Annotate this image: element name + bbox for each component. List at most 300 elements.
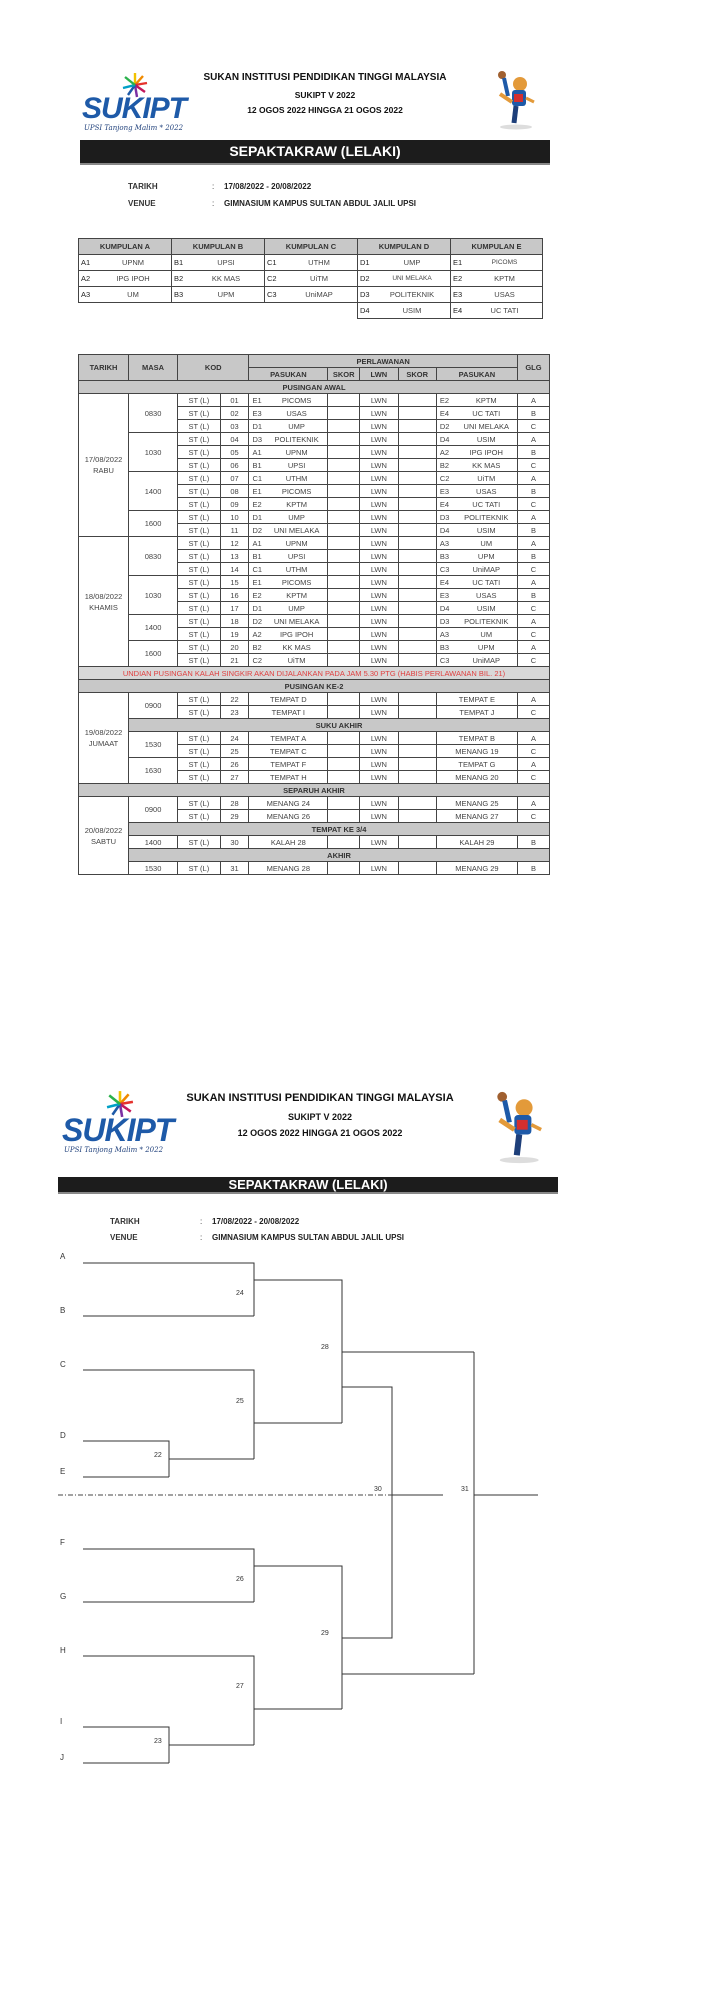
section-row — [79, 719, 550, 732]
match-time: 1630 — [129, 758, 178, 784]
match-st: ST (L) — [178, 641, 221, 654]
away-score — [398, 524, 436, 537]
match-court: B — [517, 862, 549, 875]
venue-label: VENUE — [110, 1233, 138, 1242]
match-court: A — [517, 537, 549, 550]
match-22: 22 — [154, 1452, 162, 1459]
match-court: C — [517, 420, 549, 433]
group-name: KUMPULAN E — [451, 239, 543, 255]
home-score — [328, 693, 360, 706]
home-team: PICOMS — [266, 485, 328, 498]
home-team: KK MAS — [266, 641, 328, 654]
match-row — [79, 433, 550, 446]
away-team: KPTM — [456, 394, 518, 407]
away-score — [398, 537, 436, 550]
vs-label: LWN — [360, 459, 398, 472]
col-kod: KOD — [178, 355, 249, 381]
day-text: SABTU — [91, 836, 117, 846]
slot-f: F — [60, 1538, 65, 1547]
home-code: E2 — [249, 589, 266, 602]
match-no: 30 — [220, 836, 249, 849]
home-team: MENANG 26 — [249, 810, 328, 823]
section-title: TEMPAT KE 3/4 — [129, 823, 550, 836]
home-code: D1 — [249, 602, 266, 615]
match-st: ST (L) — [178, 563, 221, 576]
match-time: 1400 — [129, 836, 178, 849]
match-no: 10 — [220, 511, 249, 524]
vs-label: LWN — [360, 407, 398, 420]
match-time: 0900 — [129, 693, 178, 719]
away-team: UC TATI — [456, 576, 518, 589]
bracket-line-28-loser — [342, 1387, 392, 1495]
away-code: E2 — [436, 394, 455, 407]
team-code: C2 — [265, 271, 282, 287]
away-code: D3 — [436, 615, 455, 628]
match-row — [79, 615, 550, 628]
home-code: E1 — [249, 576, 266, 589]
match-no: 11 — [220, 524, 249, 537]
away-score — [398, 576, 436, 589]
home-code: A2 — [249, 628, 266, 641]
home-score — [328, 563, 360, 576]
match-court: C — [517, 654, 549, 667]
away-score — [398, 602, 436, 615]
away-team: USIM — [456, 602, 518, 615]
team-code: E1 — [451, 255, 468, 271]
match-st: ST (L) — [178, 407, 221, 420]
home-score — [328, 524, 360, 537]
team-code: E4 — [451, 303, 468, 319]
match-no: 26 — [220, 758, 249, 771]
team-code: C1 — [265, 255, 282, 271]
away-score — [398, 758, 436, 771]
slot-e: E — [60, 1467, 66, 1476]
section-row — [79, 680, 550, 693]
match-row — [79, 797, 550, 810]
home-team: PICOMS — [266, 576, 328, 589]
vs-label: LWN — [360, 654, 398, 667]
group-team-row — [451, 271, 543, 287]
home-code: D3 — [249, 433, 266, 446]
home-team: UPSI — [266, 459, 328, 472]
group-team-row — [358, 287, 451, 303]
match-28: 28 — [321, 1344, 329, 1351]
away-score — [398, 706, 436, 719]
match-court: C — [517, 498, 549, 511]
match-st: ST (L) — [178, 498, 221, 511]
match-court: B — [517, 836, 549, 849]
home-score — [328, 407, 360, 420]
match-no: 01 — [220, 394, 249, 407]
home-score — [328, 797, 360, 810]
away-team: UiTM — [456, 472, 518, 485]
team-code: A1 — [79, 255, 96, 271]
team-code: D3 — [358, 287, 375, 303]
match-row — [79, 576, 550, 589]
away-score — [398, 745, 436, 758]
group-team-row — [358, 255, 451, 271]
day-text: RABU — [93, 466, 114, 475]
match-time: 0830 — [129, 537, 178, 576]
away-code: D3 — [436, 511, 455, 524]
bracket-line-29-loser — [342, 1495, 392, 1638]
section-title: PUSINGAN KE-2 — [79, 680, 550, 693]
match-no: 07 — [220, 472, 249, 485]
vs-label: LWN — [360, 771, 398, 784]
team-code: D1 — [358, 255, 375, 271]
team-code: E3 — [451, 287, 468, 303]
team-name: KPTM — [467, 271, 543, 287]
match-no: 21 — [220, 654, 249, 667]
slot-h: H — [60, 1646, 66, 1655]
home-score — [328, 641, 360, 654]
away-team: KALAH 29 — [436, 836, 517, 849]
group-team-row — [79, 271, 172, 287]
vs-label: LWN — [360, 511, 398, 524]
vs-label: LWN — [360, 524, 398, 537]
group-team-row — [172, 255, 265, 271]
match-row — [79, 394, 550, 407]
match-row — [79, 511, 550, 524]
group-team-row — [265, 271, 358, 287]
match-no: 15 — [220, 576, 249, 589]
match-no: 09 — [220, 498, 249, 511]
home-team: KPTM — [266, 498, 328, 511]
bracket-line-24 — [83, 1263, 254, 1316]
date-text: 17/08/2022 — [84, 455, 123, 464]
home-score — [328, 615, 360, 628]
away-team: MENANG 29 — [436, 862, 517, 875]
home-score — [328, 537, 360, 550]
match-time: 0830 — [129, 394, 178, 433]
match-st: ST (L) — [178, 628, 221, 641]
slot-c: C — [60, 1360, 66, 1369]
home-code: E1 — [249, 485, 266, 498]
col-glg: GLG — [517, 355, 549, 381]
home-team: UNI MELAKA — [266, 524, 328, 537]
away-team: UM — [456, 537, 518, 550]
match-time: 1400 — [129, 615, 178, 641]
team-code: A2 — [79, 271, 96, 287]
group-team-row — [451, 287, 543, 303]
col-lwn: LWN — [360, 368, 398, 381]
away-score — [398, 485, 436, 498]
sport-title: SEPAKTAKRAW (LELAKI) — [58, 1177, 558, 1194]
team-name: UMP — [374, 255, 451, 271]
away-score — [398, 797, 436, 810]
group-team-row — [358, 271, 451, 287]
away-code: E4 — [436, 576, 455, 589]
team-name: UPM — [188, 287, 265, 303]
match-court: A — [517, 758, 549, 771]
col-pasukan-home: PASUKAN — [249, 368, 328, 381]
slot-g: G — [60, 1592, 67, 1601]
match-st: ST (L) — [178, 771, 221, 784]
home-team: KALAH 28 — [249, 836, 328, 849]
vs-label: LWN — [360, 576, 398, 589]
match-row — [79, 537, 550, 550]
match-row — [79, 472, 550, 485]
home-team: TEMPAT C — [249, 745, 328, 758]
team-code: E2 — [451, 271, 468, 287]
match-st: ST (L) — [178, 602, 221, 615]
away-team: TEMPAT E — [436, 693, 517, 706]
away-code: C2 — [436, 472, 455, 485]
home-code: C2 — [249, 654, 266, 667]
notice-row — [79, 667, 550, 680]
away-team: TEMPAT B — [436, 732, 517, 745]
home-score — [328, 862, 360, 875]
match-st: ST (L) — [178, 537, 221, 550]
home-score — [328, 589, 360, 602]
away-score — [398, 550, 436, 563]
match-court: C — [517, 810, 549, 823]
group-name: KUMPULAN C — [265, 239, 358, 255]
match-no: 12 — [220, 537, 249, 550]
section-row — [79, 849, 550, 862]
col-pasukan-away: PASUKAN — [436, 368, 517, 381]
date-text: 19/08/2022 — [84, 728, 123, 737]
team-code: B2 — [172, 271, 189, 287]
home-code: C1 — [249, 563, 266, 576]
home-code: A1 — [249, 537, 266, 550]
match-24: 24 — [236, 1290, 244, 1297]
home-score — [328, 602, 360, 615]
date-text: 18/08/2022 — [84, 591, 123, 601]
group-team-row — [451, 255, 543, 271]
match-st: ST (L) — [178, 576, 221, 589]
home-team: TEMPAT H — [249, 771, 328, 784]
match-st: ST (L) — [178, 459, 221, 472]
match-no: 20 — [220, 641, 249, 654]
away-score — [398, 810, 436, 823]
away-team: TEMPAT G — [436, 758, 517, 771]
away-team: TEMPAT J — [436, 706, 517, 719]
date-range: 12 OGOS 2022 HINGGA 21 OGOS 2022 — [237, 1128, 403, 1138]
home-score — [328, 745, 360, 758]
home-score — [328, 485, 360, 498]
team-name: UPNM — [95, 255, 172, 271]
away-team: UPM — [456, 641, 518, 654]
bracket-line-26 — [83, 1549, 254, 1602]
home-team: MENANG 28 — [249, 862, 328, 875]
home-score — [328, 628, 360, 641]
mascot-icon — [492, 68, 538, 130]
match-no: 19 — [220, 628, 249, 641]
match-row — [79, 641, 550, 654]
match-no: 16 — [220, 589, 249, 602]
vs-label: LWN — [360, 537, 398, 550]
away-score — [398, 433, 436, 446]
away-score — [398, 641, 436, 654]
match-st: ST (L) — [178, 706, 221, 719]
vs-label: LWN — [360, 732, 398, 745]
away-team: UniMAP — [456, 654, 518, 667]
match-no: 18 — [220, 615, 249, 628]
away-team: UNI MELAKA — [456, 420, 518, 433]
team-name: UM — [95, 287, 172, 303]
away-code: E4 — [436, 407, 455, 420]
match-row — [79, 862, 550, 875]
match-31: 31 — [461, 1486, 469, 1493]
match-court: A — [517, 641, 549, 654]
home-team: TEMPAT A — [249, 732, 328, 745]
match-court: C — [517, 563, 549, 576]
away-team: MENANG 25 — [436, 797, 517, 810]
tarikh-value: 17/08/2022 - 20/08/2022 — [212, 1217, 300, 1226]
home-team: TEMPAT F — [249, 758, 328, 771]
match-st: ST (L) — [178, 511, 221, 524]
section-title: PUSINGAN AWAL — [79, 381, 550, 394]
match-no: 31 — [220, 862, 249, 875]
match-st: ST (L) — [178, 615, 221, 628]
match-court: B — [517, 446, 549, 459]
match-st: ST (L) — [178, 433, 221, 446]
bracket-lines — [0, 1000, 708, 2000]
team-name: UPSI — [188, 255, 265, 271]
slot-j: J — [60, 1753, 64, 1762]
group-team-row — [451, 303, 543, 319]
vs-label: LWN — [360, 615, 398, 628]
tarikh-colon: : — [200, 1217, 203, 1226]
slot-a: A — [60, 1252, 66, 1261]
away-score — [398, 498, 436, 511]
match-no: 03 — [220, 420, 249, 433]
away-team: MENANG 27 — [436, 810, 517, 823]
home-code: D2 — [249, 615, 266, 628]
home-code: B2 — [249, 641, 266, 654]
vs-label: LWN — [360, 446, 398, 459]
vs-label: LWN — [360, 433, 398, 446]
match-no: 28 — [220, 797, 249, 810]
group-name: KUMPULAN B — [172, 239, 265, 255]
team-name: UiTM — [281, 271, 358, 287]
match-no: 02 — [220, 407, 249, 420]
match-court: B — [517, 589, 549, 602]
day-text: KHAMIS — [89, 602, 118, 612]
match-court: C — [517, 745, 549, 758]
home-team: UiTM — [266, 654, 328, 667]
vs-label: LWN — [360, 628, 398, 641]
match-no: 06 — [220, 459, 249, 472]
home-team: IPG IPOH — [266, 628, 328, 641]
bracket-line-29 — [254, 1566, 342, 1709]
away-score — [398, 693, 436, 706]
team-name: POLITEKNIK — [374, 287, 451, 303]
vs-label: LWN — [360, 472, 398, 485]
away-team: UniMAP — [456, 563, 518, 576]
match-time: 1530 — [129, 862, 178, 875]
bracket-page — [0, 1000, 708, 2000]
away-team: USAS — [456, 485, 518, 498]
team-name: KK MAS — [188, 271, 265, 287]
home-team: PICOMS — [266, 394, 328, 407]
match-st: ST (L) — [178, 862, 221, 875]
edition: SUKIPT V 2022 — [287, 1112, 353, 1122]
away-code: D4 — [436, 602, 455, 615]
vs-label: LWN — [360, 394, 398, 407]
match-row — [79, 693, 550, 706]
group-team-row — [79, 255, 172, 271]
vs-label: LWN — [360, 498, 398, 511]
team-name: UTHM — [281, 255, 358, 271]
slot-i: I — [60, 1717, 63, 1726]
match-court: C — [517, 628, 549, 641]
date-text: 20/08/2022 — [84, 825, 123, 835]
team-code: C3 — [265, 287, 282, 303]
home-team: UPSI — [266, 550, 328, 563]
home-team: UPNM — [266, 537, 328, 550]
home-score — [328, 472, 360, 485]
home-score — [328, 420, 360, 433]
match-st: ST (L) — [178, 654, 221, 667]
team-name: UNI MELAKA — [374, 271, 451, 287]
away-code: D2 — [436, 420, 455, 433]
away-code: A2 — [436, 446, 455, 459]
match-court: B — [517, 485, 549, 498]
away-score — [398, 394, 436, 407]
away-team: MENANG 19 — [436, 745, 517, 758]
match-30: 30 — [374, 1486, 382, 1493]
schedule-table — [78, 354, 550, 875]
vs-label: LWN — [360, 641, 398, 654]
group-table — [357, 238, 451, 319]
away-score — [398, 563, 436, 576]
match-court: A — [517, 433, 549, 446]
away-code: E3 — [436, 485, 455, 498]
match-no: 14 — [220, 563, 249, 576]
home-team: UMP — [266, 420, 328, 433]
home-team: UMP — [266, 602, 328, 615]
match-court: A — [517, 732, 549, 745]
vs-label: LWN — [360, 563, 398, 576]
vs-label: LWN — [360, 602, 398, 615]
vs-label: LWN — [360, 550, 398, 563]
away-code: C3 — [436, 654, 455, 667]
home-score — [328, 446, 360, 459]
vs-label: LWN — [360, 836, 398, 849]
logo-wordmark: SUKIPT — [82, 92, 187, 125]
match-st: ST (L) — [178, 810, 221, 823]
away-score — [398, 615, 436, 628]
section-title: SUKU AKHIR — [129, 719, 550, 732]
match-court: A — [517, 472, 549, 485]
vs-label: LWN — [360, 810, 398, 823]
match-st: ST (L) — [178, 589, 221, 602]
group-team-row — [172, 271, 265, 287]
logo-tagline: UPSI Tanjong Malim * 2022 — [84, 124, 184, 132]
away-score — [398, 589, 436, 602]
section-row — [79, 784, 550, 797]
team-code: B1 — [172, 255, 189, 271]
match-time: 1600 — [129, 511, 178, 537]
match-court: A — [517, 394, 549, 407]
group-team-row — [172, 287, 265, 303]
vs-label: LWN — [360, 862, 398, 875]
match-court: C — [517, 706, 549, 719]
group-table — [171, 238, 265, 303]
col-perlawanan: PERLAWANAN — [249, 355, 518, 368]
home-team: MENANG 24 — [249, 797, 328, 810]
group-table — [78, 238, 172, 303]
home-team: UNI MELAKA — [266, 615, 328, 628]
match-25: 25 — [236, 1398, 244, 1405]
col-skor-home: SKOR — [328, 368, 360, 381]
section-title: AKHIR — [129, 849, 550, 862]
team-name: USIM — [374, 303, 451, 319]
home-score — [328, 836, 360, 849]
team-name: UniMAP — [281, 287, 358, 303]
